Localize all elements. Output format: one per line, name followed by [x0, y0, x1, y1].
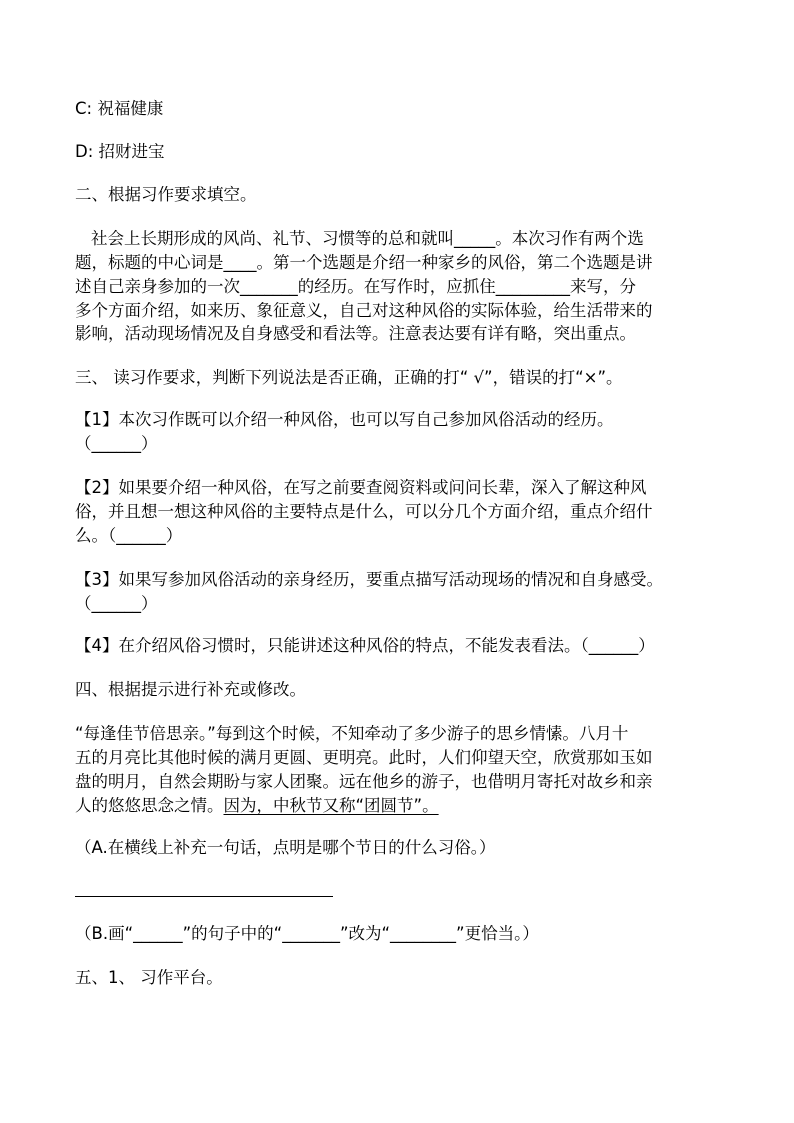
paragraph-line: 题，标题的中心词是____。第一个选题是介绍一种家乡的风俗，第二个选题是讲: [75, 253, 653, 272]
section-4-heading: 四、根据提示进行补充或修改。: [75, 680, 306, 699]
question-2-cont: 俗，并且想一想这种风俗的主要特点是什么，可以分几个方面介绍，重点介绍什: [75, 502, 653, 521]
answer-blank-3: （______）: [75, 594, 158, 613]
question-2-answer: 么。（______）: [75, 526, 183, 545]
passage-text: 人的悠悠思念之情。: [75, 796, 224, 815]
answer-line: [75, 896, 333, 897]
question-2: 【2】如果要介绍一种风俗，在写之前要查阅资料或问问长辈，深入了解这种风: [75, 478, 647, 497]
paragraph-line: 影响，活动现场情况及自身感受和看法等。注意表达要有详有略，突出重点。: [75, 324, 636, 343]
instruction-b: （B.画“______”的句子中的“_______”改为“________”更恰当。）: [75, 924, 539, 943]
question-3: 【3】如果写参加风俗活动的亲身经历，要重点描写活动现场的情况和自身感受。: [75, 570, 663, 589]
passage-line: “每逢佳节倍思亲。”每到这个时候，不知牵动了多少游子的思乡情愫。八月十: [75, 724, 629, 743]
section-2-heading: 二、根据习作要求填空。: [75, 185, 257, 204]
underlined-sentence: 因为，中秋节又称“团圆节”。: [223, 796, 439, 815]
paragraph-line: 多个方面介绍，如来历、象征意义，自己对这种风俗的实际体验，给生活带来的: [75, 301, 653, 320]
section-3-heading: 三、 读习作要求，判断下列说法是否正确，正确的打“ √”，错误的打“×”。: [75, 368, 623, 387]
passage-line: 五的月亮比其他时候的满月更圆、更明亮。此时，人们仰望天空，欣赏那如玉如: [75, 748, 653, 767]
question-1: 【1】本次习作既可以介绍一种风俗，也可以写自己参加风俗活动的经历。: [75, 410, 614, 429]
option-d: D: 招财进宝: [75, 142, 165, 161]
answer-blank-1: （______）: [75, 434, 158, 453]
section-5-heading: 五、1、 习作平台。: [75, 968, 223, 987]
passage-line: 盘的明月，自然会期盼与家人团聚。远在他乡的游子，也借明月寄托对故乡和亲: [75, 772, 653, 791]
question-4: 【4】在介绍风俗习惯时，只能讲述这种风俗的特点，不能发表看法。（______）: [75, 636, 655, 655]
paragraph-line: 述自己亲身参加的一次_______的经历。在写作时，应抓住_________来写，分: [75, 277, 636, 296]
passage-line: [75, 794, 439, 818]
option-c: C: 祝福健康: [75, 99, 164, 118]
paragraph-line: 社会上长期形成的风尚、礼节、习惯等的总和就叫_____。本次习作有两个选: [91, 229, 644, 248]
instruction-a: （A.在横线上补充一句话，点明是哪个节日的什么习俗。）: [75, 838, 496, 857]
